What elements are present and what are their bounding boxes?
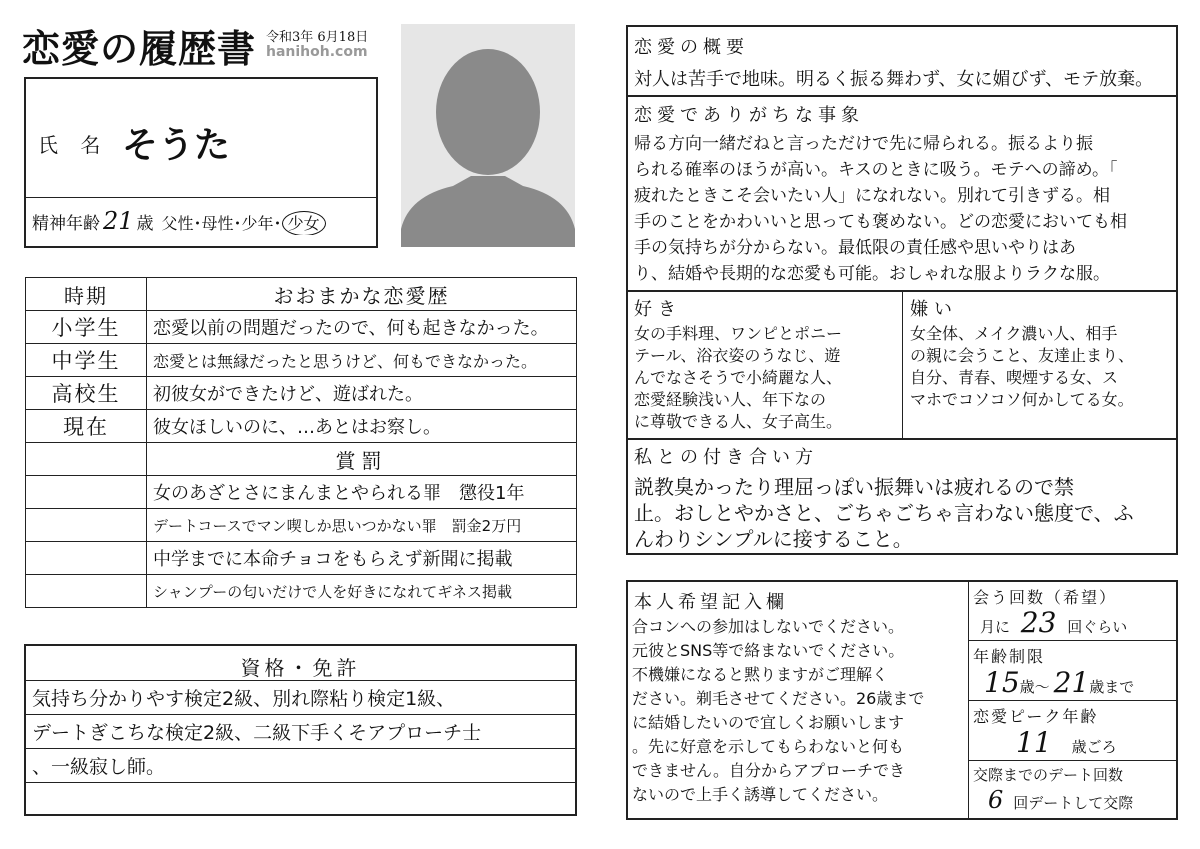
meet-row — [980, 606, 1127, 639]
table-row — [26, 476, 577, 509]
period-cell: 小学生 — [26, 311, 147, 344]
site-url: hanihoh.com — [266, 44, 368, 60]
likes-label: 好き — [634, 299, 682, 320]
table-row — [26, 509, 577, 542]
history-cell: 初彼女ができたけど、遊ばれた。 — [147, 377, 577, 410]
events-line: られる確率のほうが高い。キスのときに吸う。モテへの諦め。「 — [634, 160, 1118, 180]
likes-line: 女の手料理、ワンピとポニー — [634, 324, 843, 343]
wishes-line: 不機嫌になると黙りますがご理解く — [632, 665, 889, 684]
dates-label: 交際までのデート回数 — [973, 766, 1124, 784]
award-cell: デートコースでマン喫しか思いつかない罪 罰金2万円 — [147, 509, 577, 542]
col-history: おおまかな恋愛歴 — [147, 278, 577, 311]
events-line: 手のことをかわいいと思っても褒めない。どの恋愛においても相 — [634, 212, 1127, 232]
qualification-line: デートぎこちな検定2級、二級下手くそアプローチ士 — [32, 722, 482, 744]
dating-line: 止。おしとやかさと、ごちゃごちゃ言わない態度で、ふ — [634, 501, 1134, 525]
traits: 父性･母性･少年･ — [161, 214, 282, 233]
name-value: そうた — [122, 125, 231, 166]
peak-row — [1016, 726, 1117, 759]
history-cell: 恋愛とは無縁だったと思うけど、何もできなかった。 — [147, 344, 577, 377]
likes-line: に尊敬できる人、女子高生。 — [634, 412, 843, 431]
photo-box — [401, 24, 575, 247]
likes-line: 恋愛経験浅い人、年下なの — [634, 390, 827, 409]
page-title: 恋愛の履歴書 — [22, 26, 257, 71]
qualifications-label: 資格・免許 — [240, 656, 361, 680]
dislikes-line: の親に会うこと、友達止まり、 — [910, 346, 1135, 365]
table-header-row — [26, 278, 577, 311]
age-max: 21 — [1053, 666, 1090, 699]
meet-label: 会う回数（希望） — [973, 588, 1118, 607]
age-label: 精神年齢 — [32, 214, 100, 234]
age-limit-row — [984, 666, 1134, 699]
qualification-line: 気持ち分かりやす検定2級、別れ際粘り検定1級、 — [32, 688, 456, 710]
wishes-line: に結婚したいので宜しくお願いします — [632, 713, 905, 732]
name-label: 氏 名 — [38, 133, 109, 157]
peak-suffix: 歳ごろ — [1071, 738, 1117, 756]
awards-label: 賞罰 — [147, 443, 577, 476]
age-value: 21 — [103, 207, 134, 235]
table-row — [26, 311, 577, 344]
wishes-label: 本人希望記入欄 — [634, 592, 788, 613]
dating-line: 説教臭かったり理屈っぽい振舞いは疲れるので禁 — [634, 475, 1074, 499]
peak-value: 11 — [1016, 726, 1052, 759]
table-row — [26, 443, 577, 476]
dislikes-line: 自分、青春、喫煙する女、ス — [910, 368, 1119, 387]
dating-label: 私との付き合い方 — [634, 447, 818, 468]
period-cell — [26, 443, 147, 476]
likes-line: テール、浴衣姿のうなじ、遊 — [634, 346, 841, 365]
wishes-line: できません。自分からアプローチでき — [632, 761, 905, 780]
table-row — [26, 575, 577, 608]
history-table — [25, 277, 577, 608]
wishes-line: ないので上手く誘導してください。 — [632, 785, 889, 804]
events-line: 疲れたときこそ会いたい人」になれない。別れて引きずる。相 — [634, 186, 1110, 206]
award-cell: シャンプーの匂いだけで人を好きになれてギネス掲載 — [147, 575, 577, 608]
period-cell: 中学生 — [26, 344, 147, 377]
table-row — [26, 542, 577, 575]
qualifications-box — [24, 644, 577, 816]
wishes-line: 。先に好意を示してもらわないと何も — [632, 737, 905, 756]
age-mid: 歳〜 — [1019, 678, 1050, 696]
age-min: 15 — [984, 666, 1020, 699]
likes-line: んでなさそうで小綺麗な人、 — [634, 368, 843, 387]
dates-value: 6 — [988, 786, 1004, 814]
award-cell: 中学までに本命チョコをもらえず新聞に掲載 — [147, 542, 577, 575]
period-cell: 現在 — [26, 410, 147, 443]
dislikes-line: 女全体、メイク濃い人、相手 — [910, 324, 1118, 343]
dislikes-line: マホでコソコソ何かしてる女。 — [910, 390, 1134, 409]
table-row — [26, 344, 577, 377]
age-limit-label: 年齢制限 — [973, 647, 1046, 666]
overview-text: 対人は苦手で地味。明るく振る舞わず、女に媚びず、モテ放棄。 — [634, 69, 1154, 90]
qualification-line: 、一級寂し師。 — [32, 756, 166, 778]
wishes-line: 元彼とSNS等で絡まないでください。 — [632, 641, 905, 660]
selected-trait: 少女 — [282, 211, 326, 235]
dates-row — [988, 786, 1133, 814]
events-label: 恋愛でありがちな事象 — [634, 105, 864, 126]
age-unit: 歳 — [136, 214, 154, 234]
history-cell: 恋愛以前の問題だったので、何も起きなかった。 — [147, 311, 577, 344]
right-bottom-box — [626, 580, 1178, 820]
overview-label: 恋愛の概要 — [634, 37, 749, 58]
peak-label: 恋愛ピーク年齢 — [973, 707, 1099, 726]
table-row — [26, 410, 577, 443]
right-top-box — [626, 25, 1178, 555]
wishes-line: 合コンへの参加はしないでください。 — [632, 617, 905, 636]
col-period: 時期 — [26, 278, 147, 311]
wishes-line: ださい。剃毛させてください。26歳まで — [632, 689, 925, 708]
person-silhouette-icon — [401, 24, 575, 247]
dislikes-label: 嫌い — [910, 299, 958, 320]
period-cell — [26, 542, 147, 575]
dating-line: んわりシンプルに接すること。 — [634, 527, 913, 551]
age-row — [32, 207, 326, 235]
meet-suffix: 回ぐらい — [1067, 618, 1128, 636]
period-cell — [26, 509, 147, 542]
history-cell: 彼女ほしいのに、…あとはお察し。 — [147, 410, 577, 443]
period-cell — [26, 575, 147, 608]
period-cell: 高校生 — [26, 377, 147, 410]
date-text: 令和3年 6月18日 — [266, 30, 369, 45]
events-line: 手の気持ちが分からない。最低限の責任感や思いやりはあ — [634, 238, 1076, 258]
events-line: 帰る方向一緒だねと言っただけで先に帰られる。振るより振 — [634, 134, 1093, 154]
period-cell — [26, 476, 147, 509]
meet-value: 23 — [1020, 606, 1057, 639]
meet-prefix: 月に — [980, 618, 1011, 636]
profile-box — [24, 77, 378, 248]
age-suffix: 歳まで — [1089, 678, 1135, 696]
dates-suffix: 回デートして交際 — [1013, 794, 1134, 812]
events-line: り、結婚や長期的な恋愛も可能。おしゃれな服よりラクな服。 — [634, 264, 1110, 284]
award-cell: 女のあざとさにまんまとやられる罪 懲役1年 — [147, 476, 577, 509]
table-row — [26, 377, 577, 410]
